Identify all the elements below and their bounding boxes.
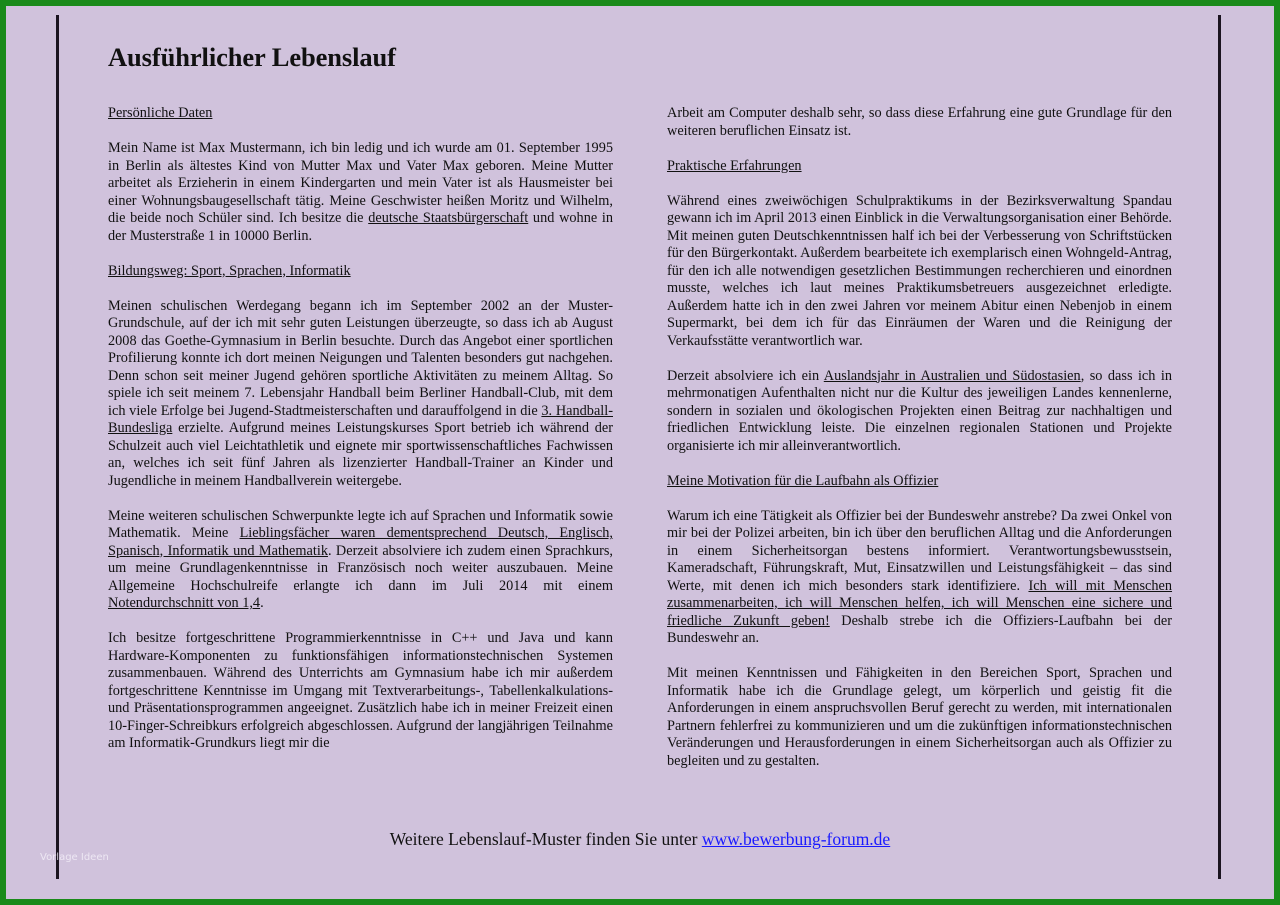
footer-website-link[interactable]: www.bewerbung-forum.de [701, 829, 891, 849]
footer-note: Weitere Lebenslauf-Muster finden Sie unter www.bewerbung-forum.de [389, 829, 891, 849]
underlined-favorite-subjects: Lieblingsfächer waren dementsprechend Deutsch, Englisch, Spanisch, Informatik und Mathematik [108, 525, 613, 559]
underlined-motivation-quote: Ich will mit Menschen zusammenarbeiten, ich will Menschen helfen, ich will Menschen eine sichere und friedliche Zukunft geben! [667, 577, 1173, 629]
right-vertical-rule [1218, 15, 1221, 879]
paragraph-personal: Mein Name ist Max Mustermann, ich bin ledig und ich wurde am 01. September 1995 in Berlin als ältestes Kind von Mutter Max und Vater Max geboren. Meine Mutter arbeitet als Erzieherin in einem Kindergarten und mein Vater ist als Hausmeister bei einer Wohnungsbaugesellschaft tätig. Meine Geschwister heißen Moritz und Wilhelm, die beide noch Schüler sind. Ich besitze die deutsche Staatsbürgerschaft und wohne in der Musterstraße 1 in 10000 Berlin. [108, 140, 613, 244]
underlined-grade-average: Notendurchschnitt von 1,4 [108, 595, 261, 611]
paragraph-motivation: Warum ich eine Tätigkeit als Offizier bei der Bundeswehr anstrebe? Da zwei Onkel von mir bei der Polizei arbeiten, bin ich über den beruflichen Alltag und die Anforderungen in einem Sicherheitsorgan bestens informiert. Verantwortungsbewusstsein, Kameradschaft, Führungskraft, Mut, Einsatzwillen und Leistungsfähigkeit – das sind Werte, mit denen ich mich besonders stark identifiziere. Ich will mit Menschen zusammenarbeiten, ich will Menschen helfen, ich will Menschen eine sichere und friedliche Zukunft geben! Deshalb strebe ich die Offiziers-Laufbahn bei der Bundeswehr an. [667, 507, 1173, 646]
paragraph-closing: Mit meinen Kenntnissen und Fähigkeiten in den Bereichen Sport, Sprachen und Informatik habe ich die Grundlage gelegt, um körperlich und geistig fit die Anforderungen in einem anspruchsvollen Beruf gerecht zu werden, mit internationalen Partnern fehlerfrei zu kommunizieren und um die zukünftigen informationstechnischen Veränderungen und Herausforderungen in einem Sicherheitsorgan auch als Offizier zu begleiten und zu gestalten. [667, 665, 1172, 769]
paragraph-focus: Meine weiteren schulischen Schwerpunkte legte ich auf Sprachen und Informatik sowie Mathematik. Meine Lieblingsfächer waren dementsprechend Deutsch, Englisch, Spanisch, Informatik und Mathematik. Derzeit absolviere ich zudem einen Sprachkurs, um meine Grundlagenkenntnisse in Französisch noch weiter auszubauen. Meine Allgemeine Hochschulreife erlangte ich dann im Juli 2014 mit einem Notendurchschnitt von 1,4. [108, 507, 613, 611]
paragraph-it-continued: Arbeit am Computer deshalb sehr, so dass diese Erfahrung eine gute Grundlage für den weiteren beruflichen Einsatz ist. [667, 105, 1172, 139]
watermark: Vorlage Ideen [40, 852, 109, 863]
left-column [108, 105, 613, 770]
underlined-abroad-year: Auslandsjahr in Australien und Südostasien [823, 367, 1081, 384]
right-column [667, 105, 1172, 788]
paragraph-it-skills: Ich besitze fortgeschrittene Programmierkenntnisse in C++ und Java und kann Hardware-Komponenten zu funktionsfähigen informationstechnischen Systemen zusammenbauen. Während des Unterrichts am Gymnasium habe ich mir außerdem fortgeschrittene Kenntnisse im Umgang mit Textverarbeitungs-, Tabellenkalkulations- und Präsentationsprogrammen angeeignet. Zusätzlich habe ich in meiner Freizeit einen 10-Finger-Schreibkurs erfolgreich abgeschlossen. Aufgrund der langjährigen Teilnahme am Informatik-Grundkurs liegt mir die [108, 630, 613, 751]
left-vertical-rule [56, 15, 59, 879]
section-heading-education: Bildungsweg: Sport, Sprachen, Informatik [108, 262, 351, 279]
section-heading-motivation: Meine Motivation für die Laufbahn als Offizier [667, 472, 939, 489]
paragraph-school: Meinen schulischen Werdegang begann ich im September 2002 an der Muster-Grundschule, auf der ich mit sehr guten Leistungen überzeugte, so dass ich ab August 2008 das Goethe-Gymnasium in Berlin besuchte. Durch das Angebot einer sportlichen Profilierung konnte ich dort meinen Neigungen und Talenten besonders gut nachgehen. Denn schon seit meiner Jugend gehören sportliche Aktivitäten zu meinem Alltag. So spiele ich seit meinem 7. Lebensjahr Handball beim Berliner Handball-Club, mit dem ich viele Erfolge bei Jugend-Stadtmeisterschaften und darauffolgend in die 3. Handball-Bundesliga erzielte. Aufgrund meines Leistungskurses Sport betrieb ich während der Schulzeit auch viel Leichtathletik und eignete mir sportwissenschaftliches Fachwissen an, welches ich seit fünf Jahren als lizenzierter Handball-Trainer an Kinder und Jugendliche in meinem Handballverein weitergebe. [108, 297, 613, 489]
underlined-citizenship: deutsche Staatsbürgerschaft [368, 210, 529, 226]
page-title: Ausführlicher Lebenslauf [108, 42, 396, 72]
section-heading-personal: Persönliche Daten [108, 105, 213, 121]
underlined-bundesliga: 3. Handball-Bundesliga [108, 402, 613, 436]
section-heading-practice: Praktische Erfahrungen [667, 157, 802, 174]
paragraph-practice: Während eines zweiwöchigen Schulpraktikums in der Bezirksverwaltung Spandau gewann ich im April 2013 einen Einblick in die Verwaltungsorganisation einer Behörde. Mit meinen guten Deutschkenntnissen half ich bei der Verbesserung von Schriftstücken für den Bürgerkontakt. Außerdem bearbeitete ich exemplarisch einen Wohngeld-Antrag, für den ich alle notwendigen gesetzlichen Bestimmungen recherchieren und einordnen musste, welches ich laut meines Praktikumsbetreuers ausgezeichnet erledigte. Außerdem hatte ich in den zwei Jahren vor meinem Abitur einen Nebenjob in einem Supermarkt, bei dem ich für das Einräumen der Waren und die Reinigung der Verkaufsstätte verantwortlich war. [667, 192, 1172, 349]
paragraph-abroad: Derzeit absolviere ich ein Auslandsjahr in Australien und Südostasien, so dass ich in mehrmonatigen Aufenthalten nicht nur die Kultur des jeweiligen Landes kennenlerne, sondern in sozialen und ökologischen Projekten einen Beitrag zur nachhaltigen und friedlichen Entwicklung leiste. Die einzelnen regionalen Stationen und Projekte organisierte ich mir alleinverantwortlich. [667, 367, 1172, 454]
